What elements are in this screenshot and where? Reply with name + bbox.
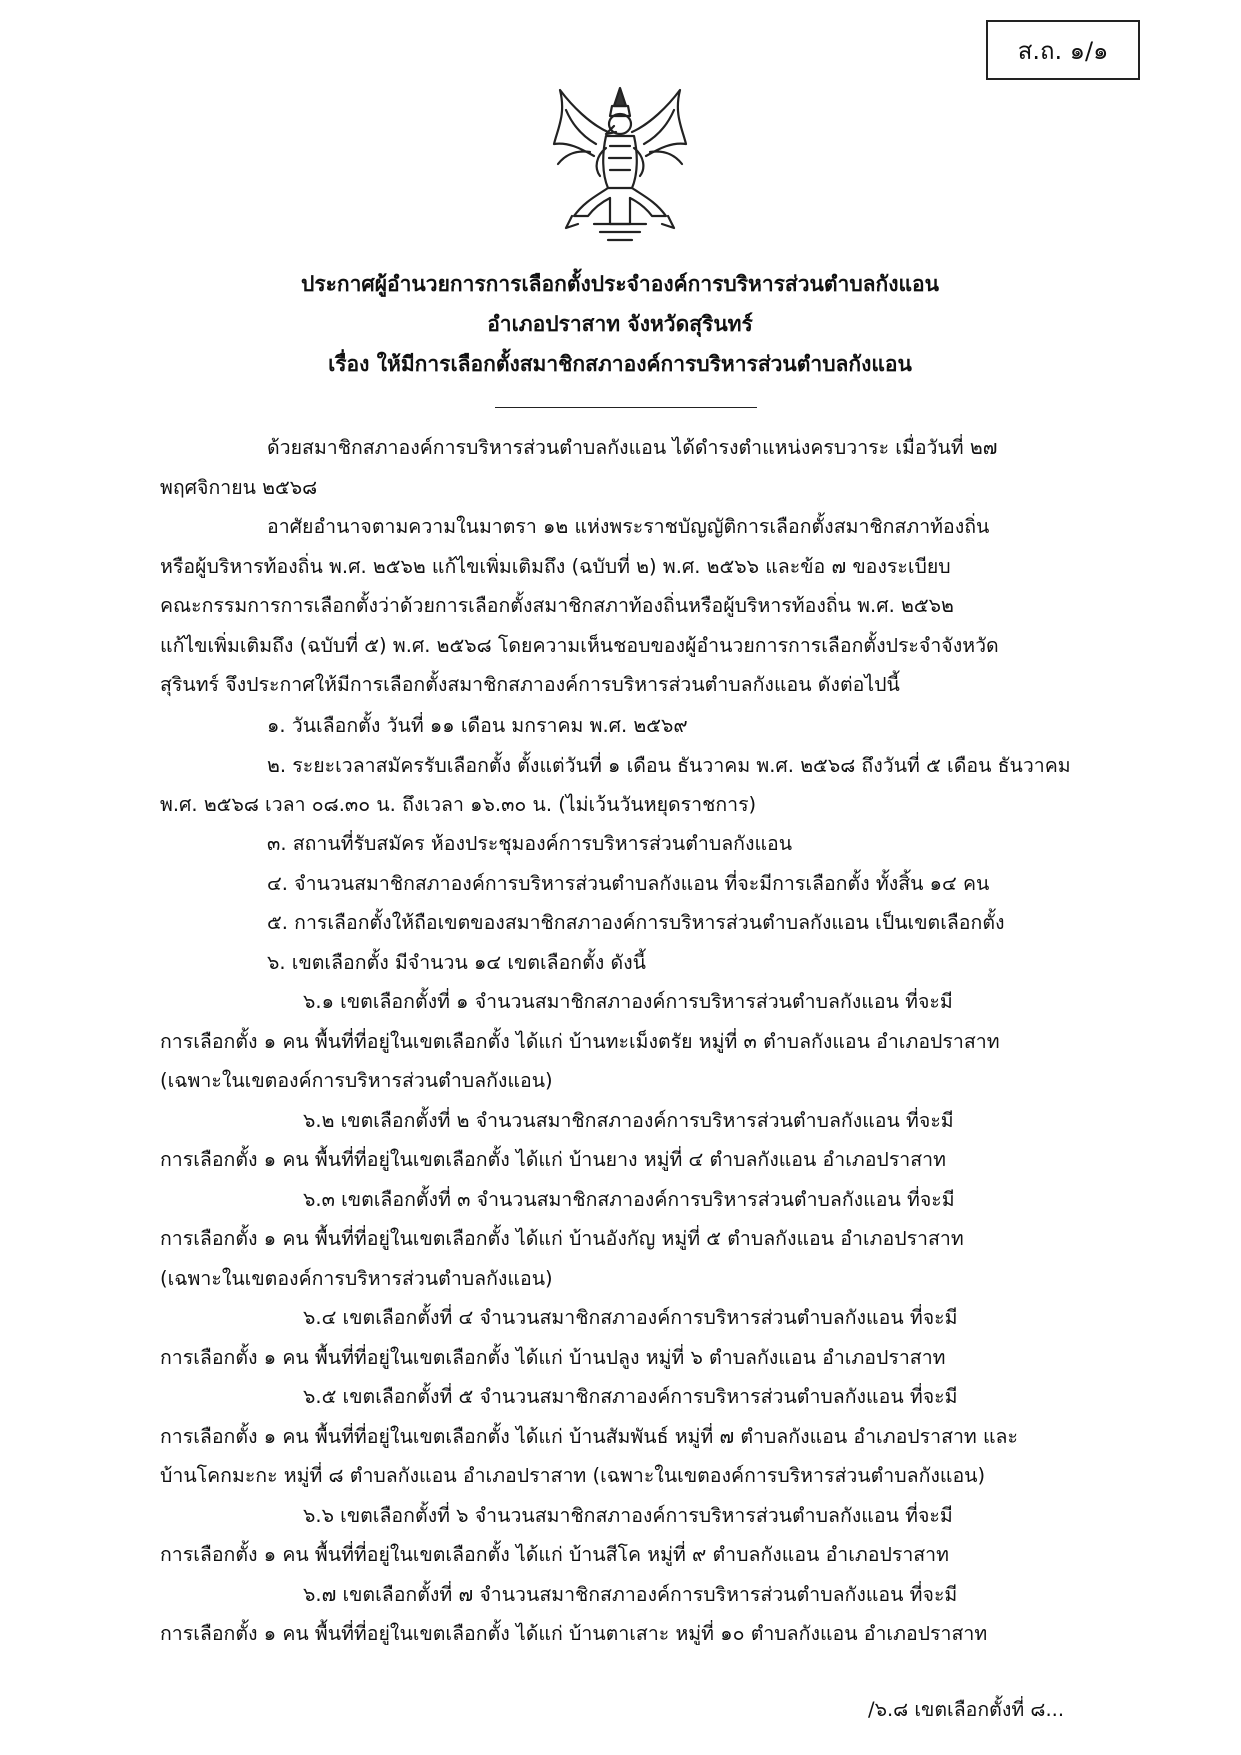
district-3-line-3: (เฉพาะในเขตองค์การบริหารส่วนตำบลกังแอน)	[160, 1267, 553, 1290]
district-2-line-1: ๖.๒ เขตเลือกตั้งที่ ๒ จำนวนสมาชิกสภาองค์การบริหารส่วนตำบลกังแอน ที่จะมี	[303, 1109, 954, 1132]
paragraph-2-line-3: คณะกรรมการการเลือกตั้งว่าด้วยการเลือกตั้งสมาชิกสภาท้องถิ่นหรือผู้บริหารท้องถิ่น พ.ศ. ๒๕๖๒	[160, 594, 954, 617]
form-code: ส.ถ. ๑/๑	[1017, 36, 1109, 65]
district-2-line-2: การเลือกตั้ง ๑ คน พื้นที่ที่อยู่ในเขตเลือกตั้ง ได้แก่ บ้านยาง หมู่ที่ ๔ ตำบลกังแอน อำเภอปราสาท	[160, 1148, 946, 1171]
district-7-line-2: การเลือกตั้ง ๑ คน พื้นที่ที่อยู่ในเขตเลือกตั้ง ได้แก่ บ้านตาเสาะ หมู่ที่ ๑๐ ตำบลกังแอน อำเภอปราสาท	[160, 1622, 988, 1645]
district-4-line-2: การเลือกตั้ง ๑ คน พื้นที่ที่อยู่ในเขตเลือกตั้ง ได้แก่ บ้านปลูง หมู่ที่ ๖ ตำบลกังแอน อำเภอปราสาท	[160, 1346, 946, 1369]
title-divider	[495, 407, 757, 408]
district-1-line-1: ๖.๑ เขตเลือกตั้งที่ ๑ จำนวนสมาชิกสภาองค์การบริหารส่วนตำบลกังแอน ที่จะมี	[303, 990, 953, 1013]
district-1-line-3: (เฉพาะในเขตองค์การบริหารส่วนตำบลกังแอน)	[160, 1069, 553, 1092]
item-3-venue: ๓. สถานที่รับสมัคร ห้องประชุมองค์การบริหารส่วนตำบลกังแอน	[267, 832, 793, 855]
item-6-district-count: ๖. เขตเลือกตั้ง มีจำนวน ๑๔ เขตเลือกตั้ง ดังนี้	[267, 951, 647, 974]
district-5-line-3: บ้านโคกมะกะ หมู่ที่ ๘ ตำบลกังแอน อำเภอปราสาท (เฉพาะในเขตองค์การบริหารส่วนตำบลกังแอน)	[160, 1464, 986, 1487]
item-4-member-count: ๔. จำนวนสมาชิกสภาองค์การบริหารส่วนตำบลกังแอน ที่จะมีการเลือกตั้ง ทั้งสิ้น ๑๔ คน	[267, 872, 990, 895]
district-7-line-1: ๖.๗ เขตเลือกตั้งที่ ๗ จำนวนสมาชิกสภาองค์การบริหารส่วนตำบลกังแอน ที่จะมี	[303, 1583, 958, 1606]
district-1-line-2: การเลือกตั้ง ๑ คน พื้นที่ที่อยู่ในเขตเลือกตั้ง ได้แก่ บ้านทะเม็งตรัย หมู่ที่ ๓ ตำบลกังแอน อำเภอปราสาท	[160, 1030, 1000, 1053]
form-code-box	[986, 20, 1140, 80]
paragraph-1-line-1: ด้วยสมาชิกสภาองค์การบริหารส่วนตำบลกังแอน ได้ดำรงตำแหน่งครบวาระ เมื่อวันที่ ๒๗	[267, 436, 998, 459]
paragraph-2-line-2: หรือผู้บริหารท้องถิ่น พ.ศ. ๒๕๖๒ แก้ไขเพิ่มเติมถึง (ฉบับที่ ๒) พ.ศ. ๒๕๖๖ และข้อ ๗ ของระเบียบ	[160, 555, 951, 578]
announcement-district: อำเภอปราสาท จังหวัดสุรินทร์	[487, 312, 753, 336]
district-4-line-1: ๖.๔ เขตเลือกตั้งที่ ๔ จำนวนสมาชิกสภาองค์การบริหารส่วนตำบลกังแอน ที่จะมี	[303, 1306, 958, 1329]
continuation-note: /๖.๘ เขตเลือกตั้งที่ ๘...	[868, 1698, 1065, 1721]
item-2-line-1: ๒. ระยะเวลาสมัครรับเลือกตั้ง ตั้งแต่วันที่ ๑ เดือน ธันวาคม พ.ศ. ๒๕๖๘ ถึงวันที่ ๕ เดือน ธันวาคม	[267, 754, 1071, 777]
paragraph-2-line-4: แก้ไขเพิ่มเติมถึง (ฉบับที่ ๕) พ.ศ. ๒๕๖๘ โดยความเห็นชอบของผู้อำนวยการการเลือกตั้งประจำจังหวัด	[160, 634, 999, 657]
district-6-line-2: การเลือกตั้ง ๑ คน พื้นที่ที่อยู่ในเขตเลือกตั้ง ได้แก่ บ้านสีโค หมู่ที่ ๙ ตำบลกังแอน อำเภอปราสาท	[160, 1543, 949, 1566]
announcement-title: ประกาศผู้อำนวยการการเลือกตั้งประจำองค์การบริหารส่วนตำบลกังแอน	[301, 272, 939, 296]
district-5-line-2: การเลือกตั้ง ๑ คน พื้นที่ที่อยู่ในเขตเลือกตั้ง ได้แก่ บ้านสัมพันธ์ หมู่ที่ ๗ ตำบลกังแอน อำเภอปราสาท และ	[160, 1425, 1018, 1448]
district-5-line-1: ๖.๕ เขตเลือกตั้งที่ ๕ จำนวนสมาชิกสภาองค์การบริหารส่วนตำบลกังแอน ที่จะมี	[303, 1385, 958, 1408]
district-6-line-1: ๖.๖ เขตเลือกตั้งที่ ๖ จำนวนสมาชิกสภาองค์การบริหารส่วนตำบลกังแอน ที่จะมี	[303, 1504, 953, 1527]
paragraph-2-line-1: อาศัยอำนาจตามความในมาตรา ๑๒ แห่งพระราชบัญญัติการเลือกตั้งสมาชิกสภาท้องถิ่น	[267, 515, 990, 538]
paragraph-1-line-2: พฤศจิกายน ๒๕๖๘	[160, 476, 318, 499]
announcement-subject: เรื่อง ให้มีการเลือกตั้งสมาชิกสภาองค์การบริหารส่วนตำบลกังแอน	[328, 352, 912, 376]
item-5-district-basis: ๕. การเลือกตั้งให้ถือเขตของสมาชิกสภาองค์การบริหารส่วนตำบลกังแอน เป็นเขตเลือกตั้ง	[267, 911, 1005, 934]
district-3-line-1: ๖.๓ เขตเลือกตั้งที่ ๓ จำนวนสมาชิกสภาองค์การบริหารส่วนตำบลกังแอน ที่จะมี	[303, 1188, 955, 1211]
garuda-emblem-icon	[550, 84, 690, 244]
paragraph-2-line-5: สุรินทร์ จึงประกาศให้มีการเลือกตั้งสมาชิกสภาองค์การบริหารส่วนตำบลกังแอน ดังต่อไปนี้	[160, 673, 900, 696]
item-1-election-date: ๑. วันเลือกตั้ง วันที่ ๑๑ เดือน มกราคม พ.ศ. ๒๕๖๙	[267, 714, 688, 737]
item-2-line-2: พ.ศ. ๒๕๖๘ เวลา ๐๘.๓๐ น. ถึงเวลา ๑๖.๓๐ น. (ไม่เว้นวันหยุดราชการ)	[160, 793, 757, 816]
district-3-line-2: การเลือกตั้ง ๑ คน พื้นที่ที่อยู่ในเขตเลือกตั้ง ได้แก่ บ้านอังกัญ หมู่ที่ ๕ ตำบลกังแอน อำเภอปราสาท	[160, 1227, 964, 1250]
